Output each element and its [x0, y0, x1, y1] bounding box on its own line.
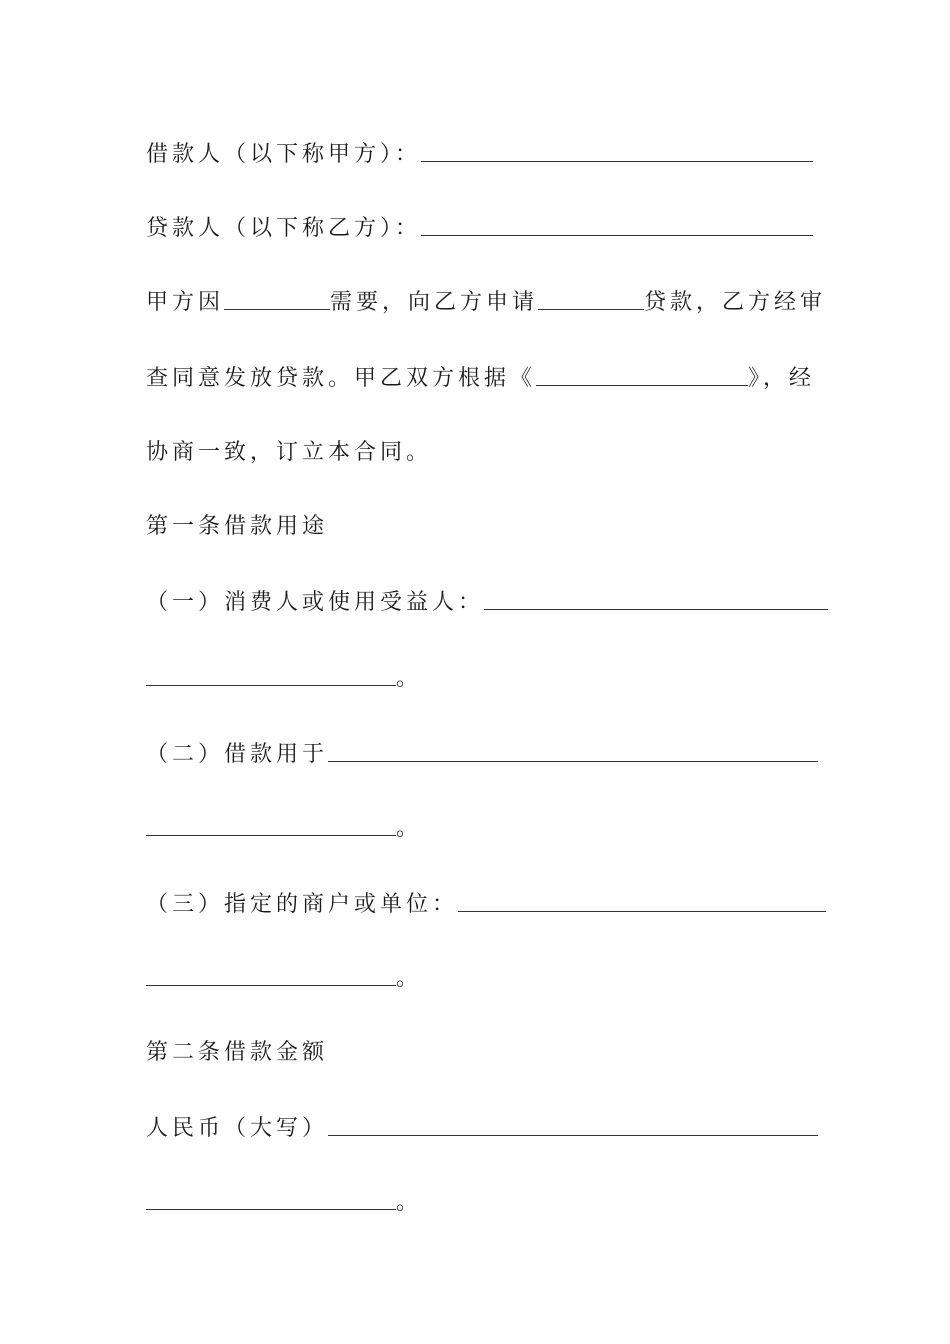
article2-amount-continuation [146, 1176, 422, 1216]
lender-line [146, 202, 813, 242]
period-mark: 。 [396, 666, 423, 691]
loan-type-blank[interactable] [538, 289, 644, 310]
purpose-need-blank[interactable] [224, 289, 330, 310]
article1-item2-line [146, 728, 818, 768]
merchant-blank-continued[interactable] [146, 965, 396, 986]
para2-part1: 查同意发放贷款。甲乙双方根据《 [146, 366, 537, 391]
amount-label: 人民币（大写） [146, 1116, 329, 1141]
article1-item1-continuation [146, 652, 422, 692]
paragraph-line-3 [146, 426, 432, 466]
lender-label: 贷款人（以下称乙方）： [146, 216, 422, 241]
borrower-line [146, 128, 813, 168]
article2-title: 第二条借款金额 [146, 1040, 329, 1065]
article1-item2-continuation [146, 802, 422, 842]
paragraph-line-1 [146, 276, 826, 316]
beneficiary-blank-continued[interactable] [146, 665, 396, 686]
period-mark: 。 [396, 1190, 423, 1215]
period-mark: 。 [396, 966, 423, 991]
para1-part1: 甲方因 [146, 290, 225, 315]
para2-part2: 》，经 [748, 366, 816, 391]
article1-title-line [146, 500, 328, 540]
law-name-blank[interactable] [536, 365, 748, 386]
article1-item2-label: （二）借款用于 [146, 742, 329, 767]
article1-item1-label: （一）消费人或使用受益人： [146, 590, 485, 615]
lender-blank[interactable] [421, 215, 813, 236]
article1-item3-continuation [146, 952, 422, 992]
paragraph-line-2 [146, 352, 815, 392]
para1-part2: 需要，向乙方申请 [330, 290, 539, 315]
beneficiary-blank[interactable] [484, 589, 828, 610]
article1-item3-label: （三）指定的商户或单位： [146, 892, 459, 917]
article2-amount-line [146, 1102, 818, 1142]
article1-title: 第一条借款用途 [146, 514, 329, 539]
borrower-blank[interactable] [421, 141, 813, 162]
amount-blank-continued[interactable] [146, 1189, 396, 1210]
merchant-blank[interactable] [458, 891, 826, 912]
para1-part3: 贷款，乙方经审 [644, 290, 827, 315]
para3-text: 协商一致，订立本合同。 [146, 440, 433, 465]
loan-use-blank[interactable] [328, 741, 818, 762]
article1-item1-line [146, 576, 828, 616]
borrower-label: 借款人（以下称甲方）： [146, 142, 422, 167]
article2-title-line [146, 1026, 328, 1066]
loan-use-blank-continued[interactable] [146, 815, 396, 836]
amount-uppercase-blank[interactable] [328, 1115, 818, 1136]
article1-item3-line [146, 878, 826, 918]
period-mark: 。 [396, 816, 423, 841]
